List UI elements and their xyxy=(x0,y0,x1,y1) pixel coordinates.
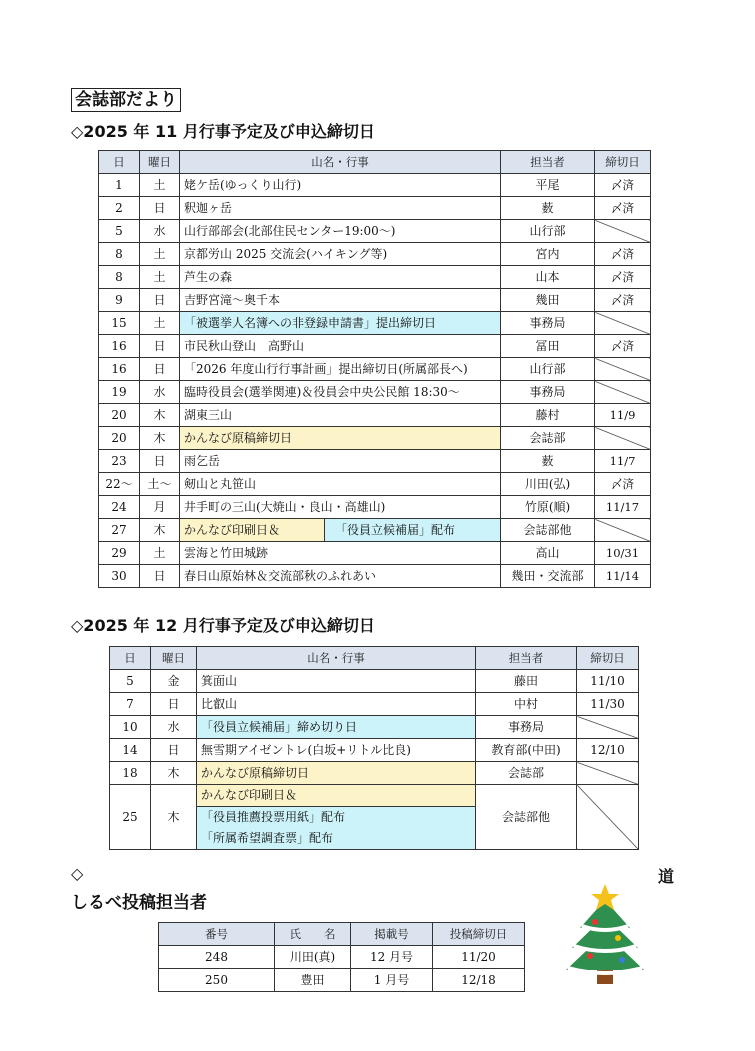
person: 幾田・交流部 xyxy=(501,565,595,588)
deadline xyxy=(595,381,651,404)
table-row xyxy=(159,946,525,969)
deadline: 〆済 xyxy=(595,335,651,358)
contributor-table xyxy=(158,922,525,992)
event: 姥ケ岳(ゆっくり山行) xyxy=(180,174,501,197)
event xyxy=(197,785,476,850)
weekday: 木 xyxy=(140,427,180,450)
weekday: 木 xyxy=(140,404,180,427)
event: 剱山と丸笹山 xyxy=(180,473,501,496)
day: 8 xyxy=(99,243,140,266)
col-person: 担当者 xyxy=(501,151,595,174)
weekday: 土 xyxy=(140,542,180,565)
event xyxy=(180,519,501,542)
november-heading: ◇2025 年 11 月行事予定及び申込締切日 xyxy=(71,122,375,141)
day: 5 xyxy=(110,670,151,693)
person: 会誌部他 xyxy=(501,519,595,542)
name: 川田(真) xyxy=(275,946,351,969)
weekday: 日 xyxy=(140,358,180,381)
day: 29 xyxy=(99,542,140,565)
deadline xyxy=(595,312,651,335)
deadline: 11/7 xyxy=(595,450,651,473)
person: 事務局 xyxy=(501,312,595,335)
event: 釈迦ヶ岳 xyxy=(180,197,501,220)
person: 冨田 xyxy=(501,335,595,358)
table-row xyxy=(99,220,651,243)
person: 藤田 xyxy=(476,670,577,693)
weekday: 日 xyxy=(140,335,180,358)
deadline: 〆済 xyxy=(595,289,651,312)
event: かんなび原稿締切日 xyxy=(197,762,476,785)
deadline: 11/17 xyxy=(595,496,651,519)
christmas-tree-icon xyxy=(560,878,650,993)
deadline: 10/31 xyxy=(595,542,651,565)
person: 川田(弘) xyxy=(501,473,595,496)
weekday: 日 xyxy=(140,450,180,473)
november-schedule-table xyxy=(98,150,651,588)
table-row xyxy=(110,739,639,762)
weekday: 土～ xyxy=(140,473,180,496)
contrib-heading: しるべ投稿担当者 xyxy=(71,893,207,913)
table-row xyxy=(110,762,639,785)
col-weekday: 曜日 xyxy=(151,647,197,670)
event: 吉野宮滝～奥千本 xyxy=(180,289,501,312)
event: 京都労山 2025 交流会(ハイキング等) xyxy=(180,243,501,266)
person: 事務局 xyxy=(501,381,595,404)
weekday: 土 xyxy=(140,266,180,289)
day: 25 xyxy=(110,785,151,850)
deadline xyxy=(595,358,651,381)
person: 薮 xyxy=(501,450,595,473)
col-day: 日 xyxy=(99,151,140,174)
table-row xyxy=(99,404,651,427)
table-row xyxy=(110,785,639,850)
event-line-1: かんなび印刷日＆ xyxy=(197,785,475,807)
weekday: 土 xyxy=(140,174,180,197)
table-row xyxy=(99,358,651,381)
day: 1 xyxy=(99,174,140,197)
deadline: 12/18 xyxy=(433,969,525,992)
deadline: 11/30 xyxy=(577,693,639,716)
issue: 1 月号 xyxy=(351,969,433,992)
col-weekday: 曜日 xyxy=(140,151,180,174)
event: 芦生の森 xyxy=(180,266,501,289)
weekday: 日 xyxy=(140,197,180,220)
day: 20 xyxy=(99,404,140,427)
weekday: 木 xyxy=(151,762,197,785)
deadline: 〆済 xyxy=(595,243,651,266)
weekday: 土 xyxy=(140,312,180,335)
event: 箕面山 xyxy=(197,670,476,693)
weekday: 日 xyxy=(151,693,197,716)
weekday: 日 xyxy=(140,565,180,588)
weekday: 土 xyxy=(140,243,180,266)
deadline xyxy=(595,220,651,243)
person: 藤村 xyxy=(501,404,595,427)
col-number: 番号 xyxy=(159,923,275,946)
event: 市民秋山登山 高野山 xyxy=(180,335,501,358)
day: 16 xyxy=(99,358,140,381)
person: 竹原(順) xyxy=(501,496,595,519)
person: 中村 xyxy=(476,693,577,716)
table-row xyxy=(99,427,651,450)
number: 250 xyxy=(159,969,275,992)
number: 248 xyxy=(159,946,275,969)
event: 雨乞岳 xyxy=(180,450,501,473)
day: 20 xyxy=(99,427,140,450)
weekday: 木 xyxy=(140,519,180,542)
name: 豊田 xyxy=(275,969,351,992)
contrib-diamond: ◇ xyxy=(71,864,84,883)
deadline xyxy=(595,519,651,542)
weekday: 水 xyxy=(140,220,180,243)
event: 井手町の三山(大焼山・良山・高雄山) xyxy=(180,496,501,519)
person: 会誌部 xyxy=(476,762,577,785)
day: 2 xyxy=(99,197,140,220)
day: 9 xyxy=(99,289,140,312)
event: かんなび原稿締切日 xyxy=(180,427,501,450)
day: 10 xyxy=(110,716,151,739)
table-row xyxy=(99,381,651,404)
table-row xyxy=(110,670,639,693)
col-person: 担当者 xyxy=(476,647,577,670)
col-event: 山名・行事 xyxy=(197,647,476,670)
weekday: 水 xyxy=(140,381,180,404)
day: 19 xyxy=(99,381,140,404)
person: 山行部 xyxy=(501,220,595,243)
day: 15 xyxy=(99,312,140,335)
event: 「2026 年度山行行事計画」提出締切日(所属部長へ) xyxy=(180,358,501,381)
day: 23 xyxy=(99,450,140,473)
table-row xyxy=(99,266,651,289)
day: 18 xyxy=(110,762,151,785)
page-title: 会誌部だより xyxy=(71,88,181,112)
deadline xyxy=(577,716,639,739)
table-row xyxy=(99,542,651,565)
person: 薮 xyxy=(501,197,595,220)
day: 27 xyxy=(99,519,140,542)
weekday: 水 xyxy=(151,716,197,739)
table-row xyxy=(99,243,651,266)
table-row xyxy=(110,716,639,739)
event: 春日山原始林＆交流部秋のふれあい xyxy=(180,565,501,588)
person: 平尾 xyxy=(501,174,595,197)
deadline xyxy=(577,762,639,785)
table-row xyxy=(99,473,651,496)
table-row xyxy=(99,450,651,473)
weekday: 金 xyxy=(151,670,197,693)
deadline: 11/10 xyxy=(577,670,639,693)
table-row xyxy=(110,693,639,716)
table-row xyxy=(99,174,651,197)
col-day: 日 xyxy=(110,647,151,670)
person: 教育部(中田) xyxy=(476,739,577,762)
table-row xyxy=(99,197,651,220)
day: 14 xyxy=(110,739,151,762)
table-row xyxy=(99,335,651,358)
deadline: 〆済 xyxy=(595,174,651,197)
person: 会誌部他 xyxy=(476,785,577,850)
col-deadline: 締切日 xyxy=(577,647,639,670)
person: 高山 xyxy=(501,542,595,565)
weekday: 木 xyxy=(151,785,197,850)
deadline: 〆済 xyxy=(595,266,651,289)
deadline xyxy=(595,427,651,450)
col-name: 氏 名 xyxy=(275,923,351,946)
event: 雲海と竹田城跡 xyxy=(180,542,501,565)
deadline: 〆済 xyxy=(595,473,651,496)
issue: 12 月号 xyxy=(351,946,433,969)
table-row xyxy=(99,565,651,588)
person: 幾田 xyxy=(501,289,595,312)
contrib-heading-start: 道 xyxy=(658,867,675,886)
deadline xyxy=(577,785,639,850)
event-line-2: 「役員推薦投票用紙」配布 xyxy=(197,807,475,828)
table-row xyxy=(99,519,651,542)
day: 7 xyxy=(110,693,151,716)
table-row xyxy=(99,496,651,519)
event: 臨時役員会(選挙関連)＆役員会中央公民館 18:30～ xyxy=(180,381,501,404)
event: 無雪期アイゼントレ(白坂+リトル比良) xyxy=(197,739,476,762)
december-schedule-table xyxy=(109,646,639,850)
event: 比叡山 xyxy=(197,693,476,716)
person: 宮内 xyxy=(501,243,595,266)
event: 湖東三山 xyxy=(180,404,501,427)
weekday: 日 xyxy=(151,739,197,762)
day: 22～ xyxy=(99,473,140,496)
person: 事務局 xyxy=(476,716,577,739)
day: 16 xyxy=(99,335,140,358)
col-deadline: 投稿締切日 xyxy=(433,923,525,946)
weekday: 月 xyxy=(140,496,180,519)
person: 会誌部 xyxy=(501,427,595,450)
person: 山行部 xyxy=(501,358,595,381)
col-deadline: 締切日 xyxy=(595,151,651,174)
day: 5 xyxy=(99,220,140,243)
event: 「役員立候補届」締め切り日 xyxy=(197,716,476,739)
table-row xyxy=(159,969,525,992)
event-part-2: 「役員立候補届」配布 xyxy=(325,519,501,541)
table-row xyxy=(99,289,651,312)
event-part-1: かんなび印刷日＆ xyxy=(180,519,325,541)
weekday: 日 xyxy=(140,289,180,312)
event: 山行部部会(北部住民センター19:00～) xyxy=(180,220,501,243)
person: 山本 xyxy=(501,266,595,289)
col-event: 山名・行事 xyxy=(180,151,501,174)
event: 「被選挙人名簿への非登録申請書」提出締切日 xyxy=(180,312,501,335)
table-row xyxy=(99,312,651,335)
event-line-3: 「所属希望調査票」配布 xyxy=(197,828,475,849)
day: 24 xyxy=(99,496,140,519)
deadline: 11/20 xyxy=(433,946,525,969)
december-heading: ◇2025 年 12 月行事予定及び申込締切日 xyxy=(71,616,375,635)
col-issue: 掲載号 xyxy=(351,923,433,946)
day: 8 xyxy=(99,266,140,289)
deadline: 12/10 xyxy=(577,739,639,762)
deadline: 11/14 xyxy=(595,565,651,588)
deadline: 11/9 xyxy=(595,404,651,427)
deadline: 〆済 xyxy=(595,197,651,220)
day: 30 xyxy=(99,565,140,588)
